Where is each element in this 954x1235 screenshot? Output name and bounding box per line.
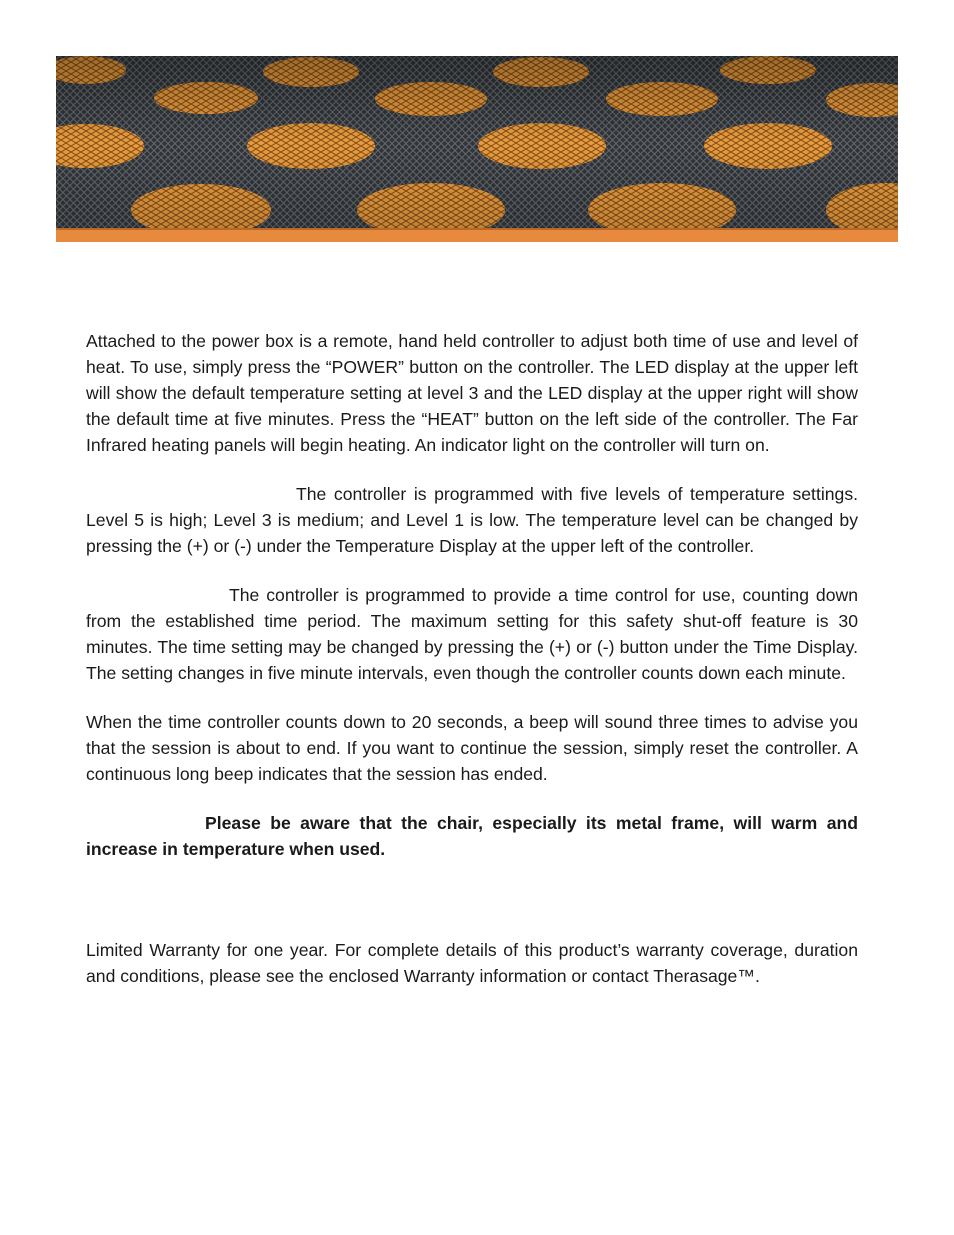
intro-paragraph: Attached to the power box is a remote, hand held controller to adjust both time of use and level of heat. To use, simply press the “POWER” button on the controller. The LED display at the upper left will show the default temperature setting at level 3 and the LED display at the upper right will show the default time at five minutes. Press the “HEAT” button on the left side of the controller. The Far Infrared heating panels will begin heating. An indicator light on the controller will turn on.	[86, 331, 858, 455]
instructions-body	[86, 328, 858, 989]
timer-paragraph: The controller is programmed to provide a time control for use, counting down from the established time period. The maximum setting for this safety shut-off feature is 30 minutes. The time setting may be changed by pressing the (+) or (-) button under the Time Display. The setting changes in five minute intervals, even though the controller counts down each minute.	[86, 585, 858, 683]
frame-edge	[56, 228, 898, 242]
heating-panel-image	[56, 56, 898, 242]
caution-paragraph: Please be aware that the chair, especially its metal frame, will warm and increase in temperature when used.	[86, 813, 858, 859]
warranty-paragraph: Limited Warranty for one year. For complete details of this product’s warranty coverage, duration and conditions, please see the enclosed Warranty information or contact Therasage™.	[86, 940, 858, 986]
temperature-paragraph: The controller is programmed with five levels of temperature settings. Level 5 is high; Level 3 is medium; and Level 1 is low. The temperature level can be changed by pressing the (+) or (-) under the Temperature Display at the upper left of the controller.	[86, 484, 858, 556]
beep-paragraph: When the time controller counts down to 20 seconds, a beep will sound three times to advise you that the session is about to end. If you want to continue the session, simply reset the controller. A continuous long beep indicates that the session has ended.	[86, 712, 858, 784]
heating-panel-photo	[56, 56, 898, 242]
